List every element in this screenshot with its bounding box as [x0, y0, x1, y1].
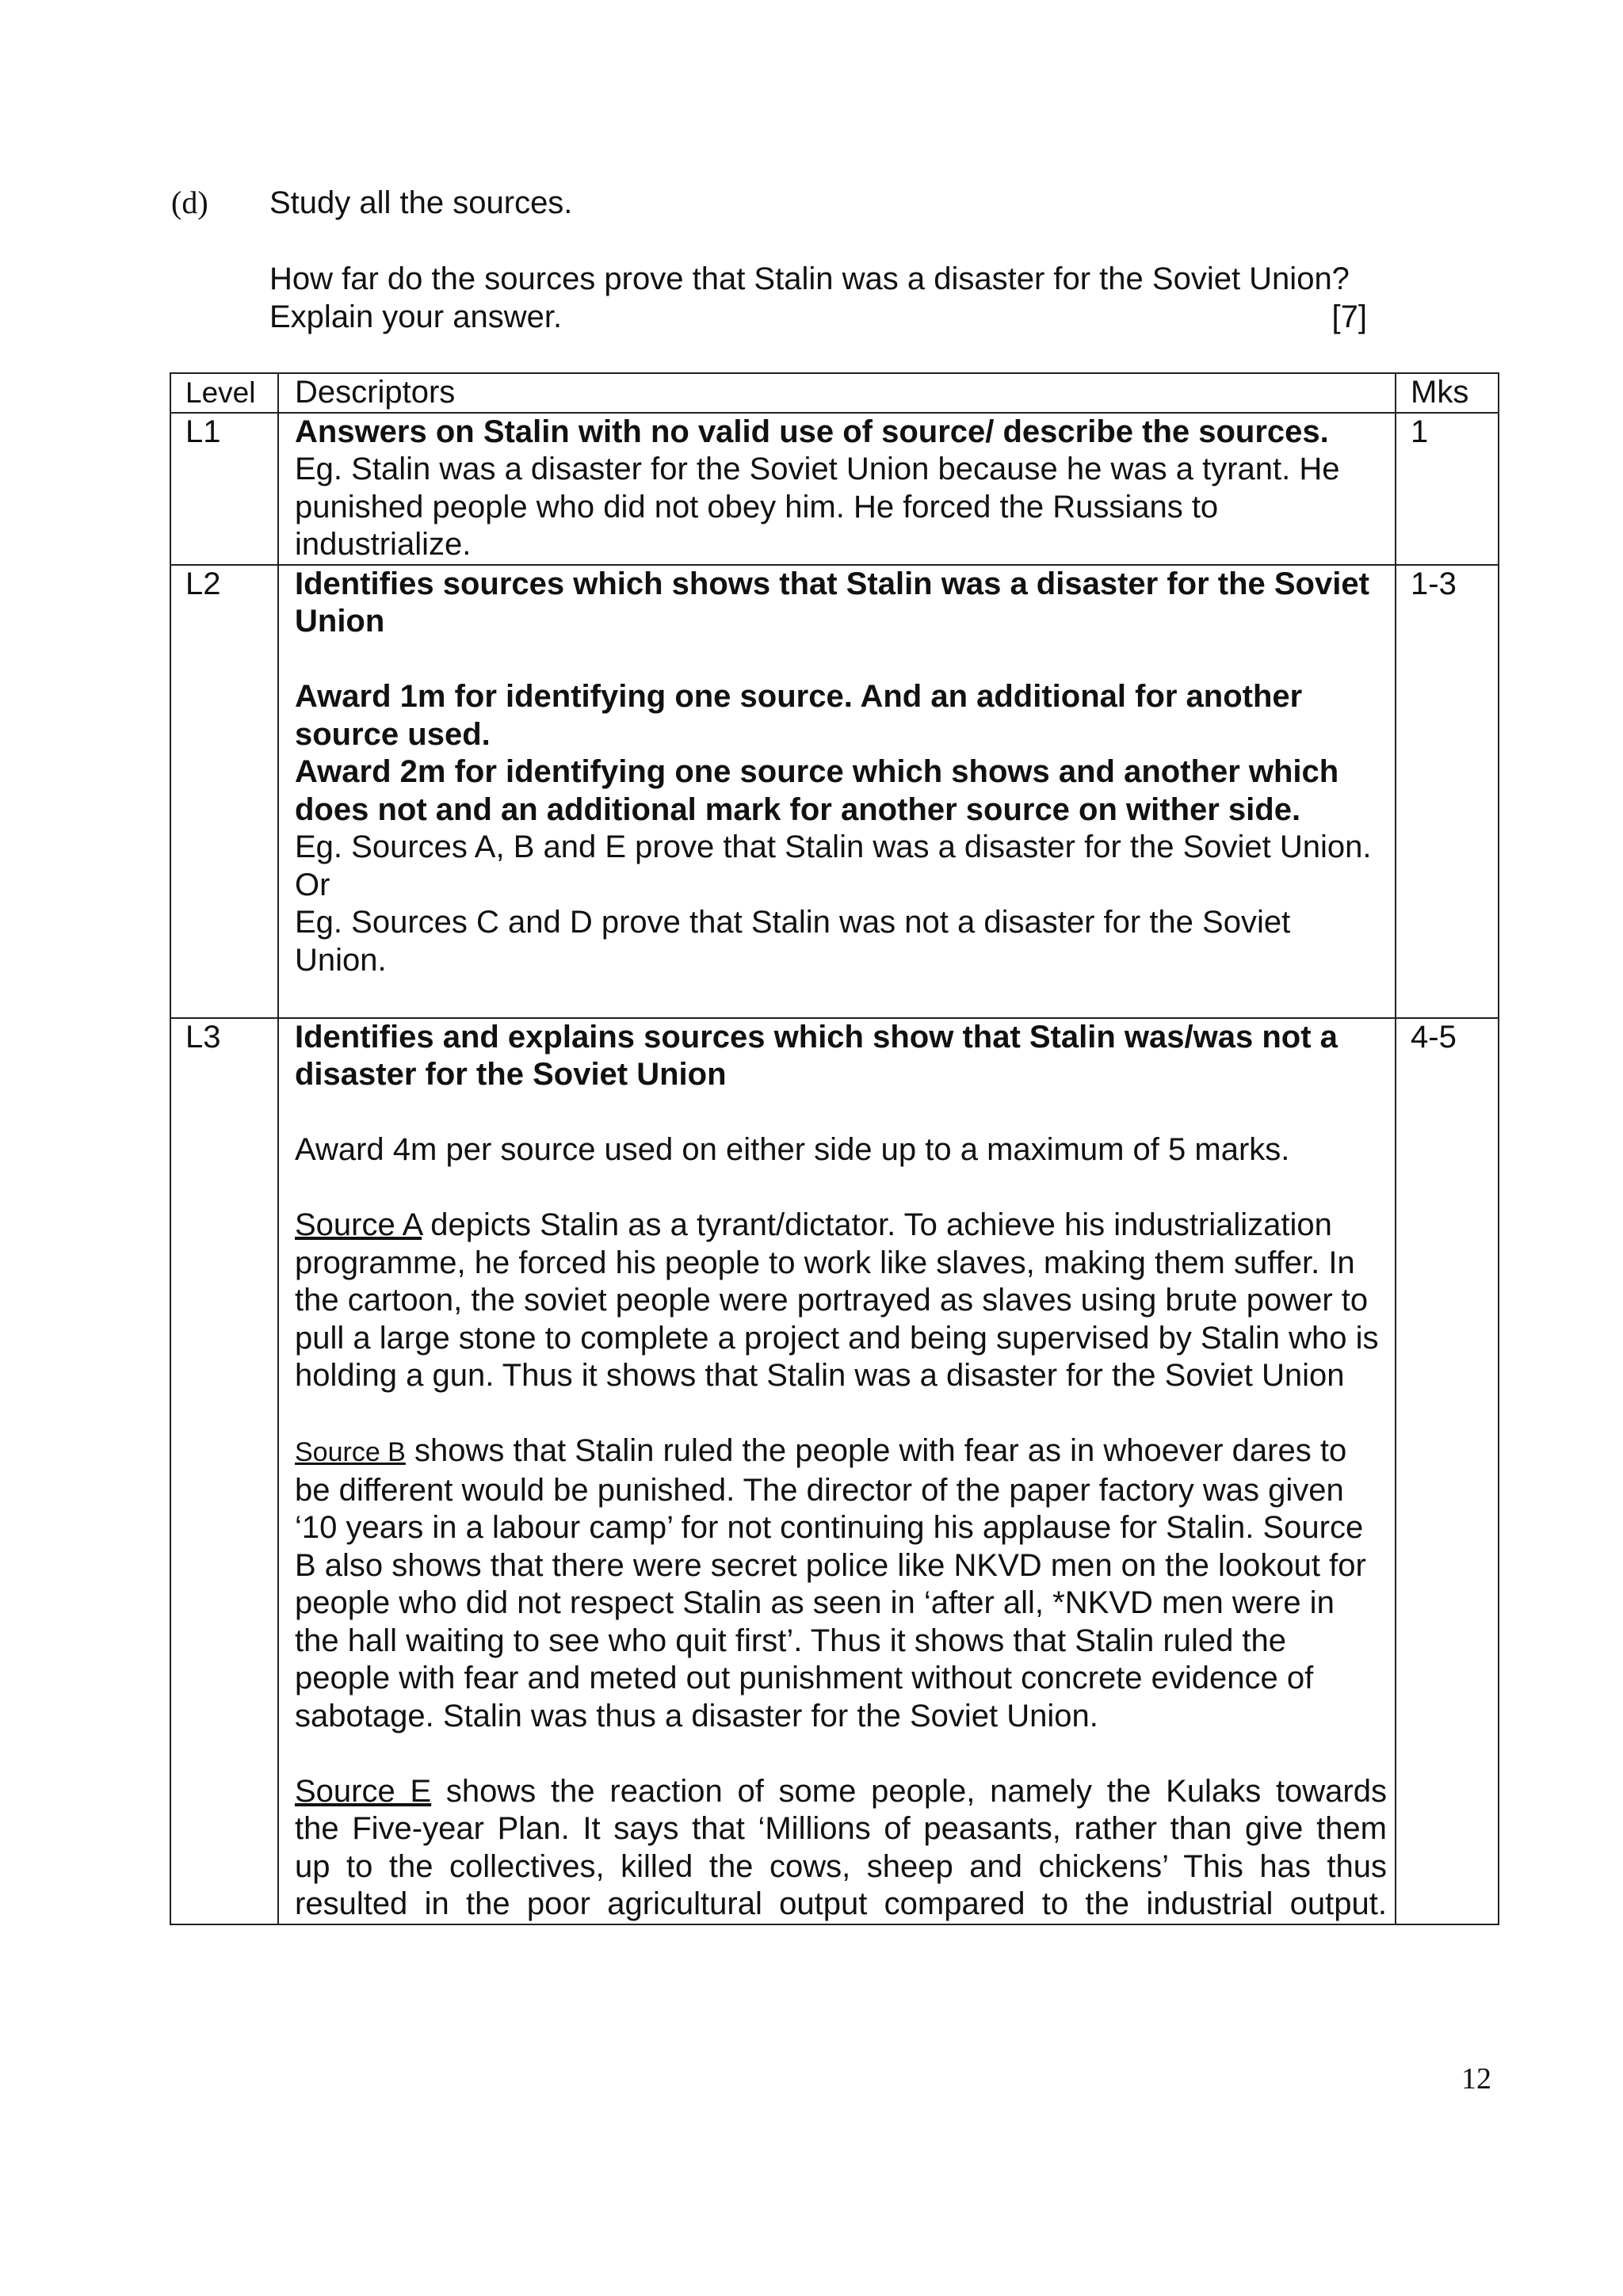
l1-example: Eg. Stalin was a disaster for the Soviet Union because he was a tyrant. He punished people who did not obey him. He forced the Russians to industrialize. — [295, 452, 1340, 562]
source-a-text: depicts Stalin as a tyrant/dictator. To achieve his industrialization programme, he forced his people to work like slaves, making them suffer. In the cartoon, the soviet people were portrayed as slaves using brute power to pull a large stone to complete a project and being supervised by Stalin who is holding a gun. Thus it shows that Stalin was a disaster for the Soviet Union — [295, 1207, 1379, 1393]
explain-text: Explain your answer. — [269, 299, 563, 334]
level-cell: L1 — [170, 413, 278, 565]
header-marks: Mks — [1396, 373, 1499, 413]
question-marks: [7] — [1331, 299, 1367, 334]
l3-heading: Identifies and explains sources which show that Stalin was/was not a disaster for the Soviet Union — [295, 1019, 1338, 1092]
question-prompt-line2 — [269, 298, 1367, 336]
table-header-row — [170, 373, 1499, 413]
l3-award: Award 4m per source used on either side up to a maximum of 5 marks. — [295, 1132, 1290, 1167]
descriptor-cell — [278, 413, 1396, 565]
level-cell: L2 — [170, 565, 278, 1018]
l2-award-1: Award 1m for identifying one source. And an additional for another source used. — [295, 679, 1303, 752]
source-e-line-4: resulted in the poor agricultural output compared to the industrial output. — [295, 1886, 1387, 1921]
source-e-label: Source E — [295, 1773, 432, 1809]
source-a-label: Source A — [295, 1207, 422, 1242]
l2-example-2: Eg. Sources C and D prove that Stalin was not a disaster for the Soviet Union. — [295, 905, 1291, 978]
header-descriptors: Descriptors — [278, 373, 1396, 413]
marks-cell: 1 — [1396, 413, 1499, 565]
source-e-line-3: up to the collectives, killed the cows, sheep and chickens’ This has thus — [295, 1848, 1387, 1884]
level-cell: L3 — [170, 1018, 278, 1924]
source-a-paragraph — [295, 1207, 1387, 1395]
question-prompt: How far do the sources prove that Stalin was a disaster for the Soviet Union? — [269, 261, 1350, 296]
source-e-line-2: the Five-year Plan. It says that ‘Millions of peasants, rather than give them — [295, 1811, 1387, 1846]
marks-cell: 4-5 — [1396, 1018, 1499, 1924]
l2-heading: Identifies sources which shows that Stalin was a disaster for the Soviet Union — [295, 566, 1369, 639]
l2-example-1: Eg. Sources A, B and E prove that Stalin was a disaster for the Soviet Union. — [295, 830, 1372, 864]
source-e-paragraph — [295, 1773, 1387, 1924]
l1-heading: Answers on Stalin with no valid use of source/ describe the sources. — [295, 414, 1329, 449]
question-instruction: Study all the sources. — [269, 185, 573, 220]
source-b-paragraph — [295, 1432, 1387, 1735]
mark-scheme-table — [170, 372, 1499, 1925]
header-level: Level — [170, 373, 278, 413]
source-e-line-1 — [295, 1773, 1387, 1811]
table-row-l2 — [170, 565, 1499, 1018]
source-b-label: Source B — [295, 1437, 406, 1467]
question-label: (d) — [171, 185, 208, 220]
table-row-l1 — [170, 413, 1499, 565]
source-b-text: shows that Stalin ruled the people with fear as in whoever dares to be different would be punished. The director of the paper factory was given ‘10 years in a labour camp’ for not continuing his applause for Stalin. Source B also shows that there were secret police like NKVD men on the lookout for people who did not respect Stalin as seen in ‘after all, *NKVD men were in the hall waiting to see who quit first’. Thus it shows that Stalin ruled the people with fear and meted out punishment without concrete evidence of sabotage. Stalin was thus a disaster for the Soviet Union. — [295, 1433, 1366, 1733]
l2-award-2: Award 2m for identifying one source which shows and another which does not and an additional mark for another source on wither side. — [295, 754, 1339, 827]
page-number: 12 — [1461, 2062, 1491, 2096]
table-row-l3 — [170, 1018, 1499, 1924]
marks-cell: 1-3 — [1396, 565, 1499, 1018]
descriptor-cell — [278, 1018, 1396, 1924]
l2-or: Or — [295, 867, 330, 902]
source-e-text-1: shows the reaction of some people, namely the Kulaks towards — [431, 1773, 1387, 1809]
descriptor-cell — [278, 565, 1396, 1018]
